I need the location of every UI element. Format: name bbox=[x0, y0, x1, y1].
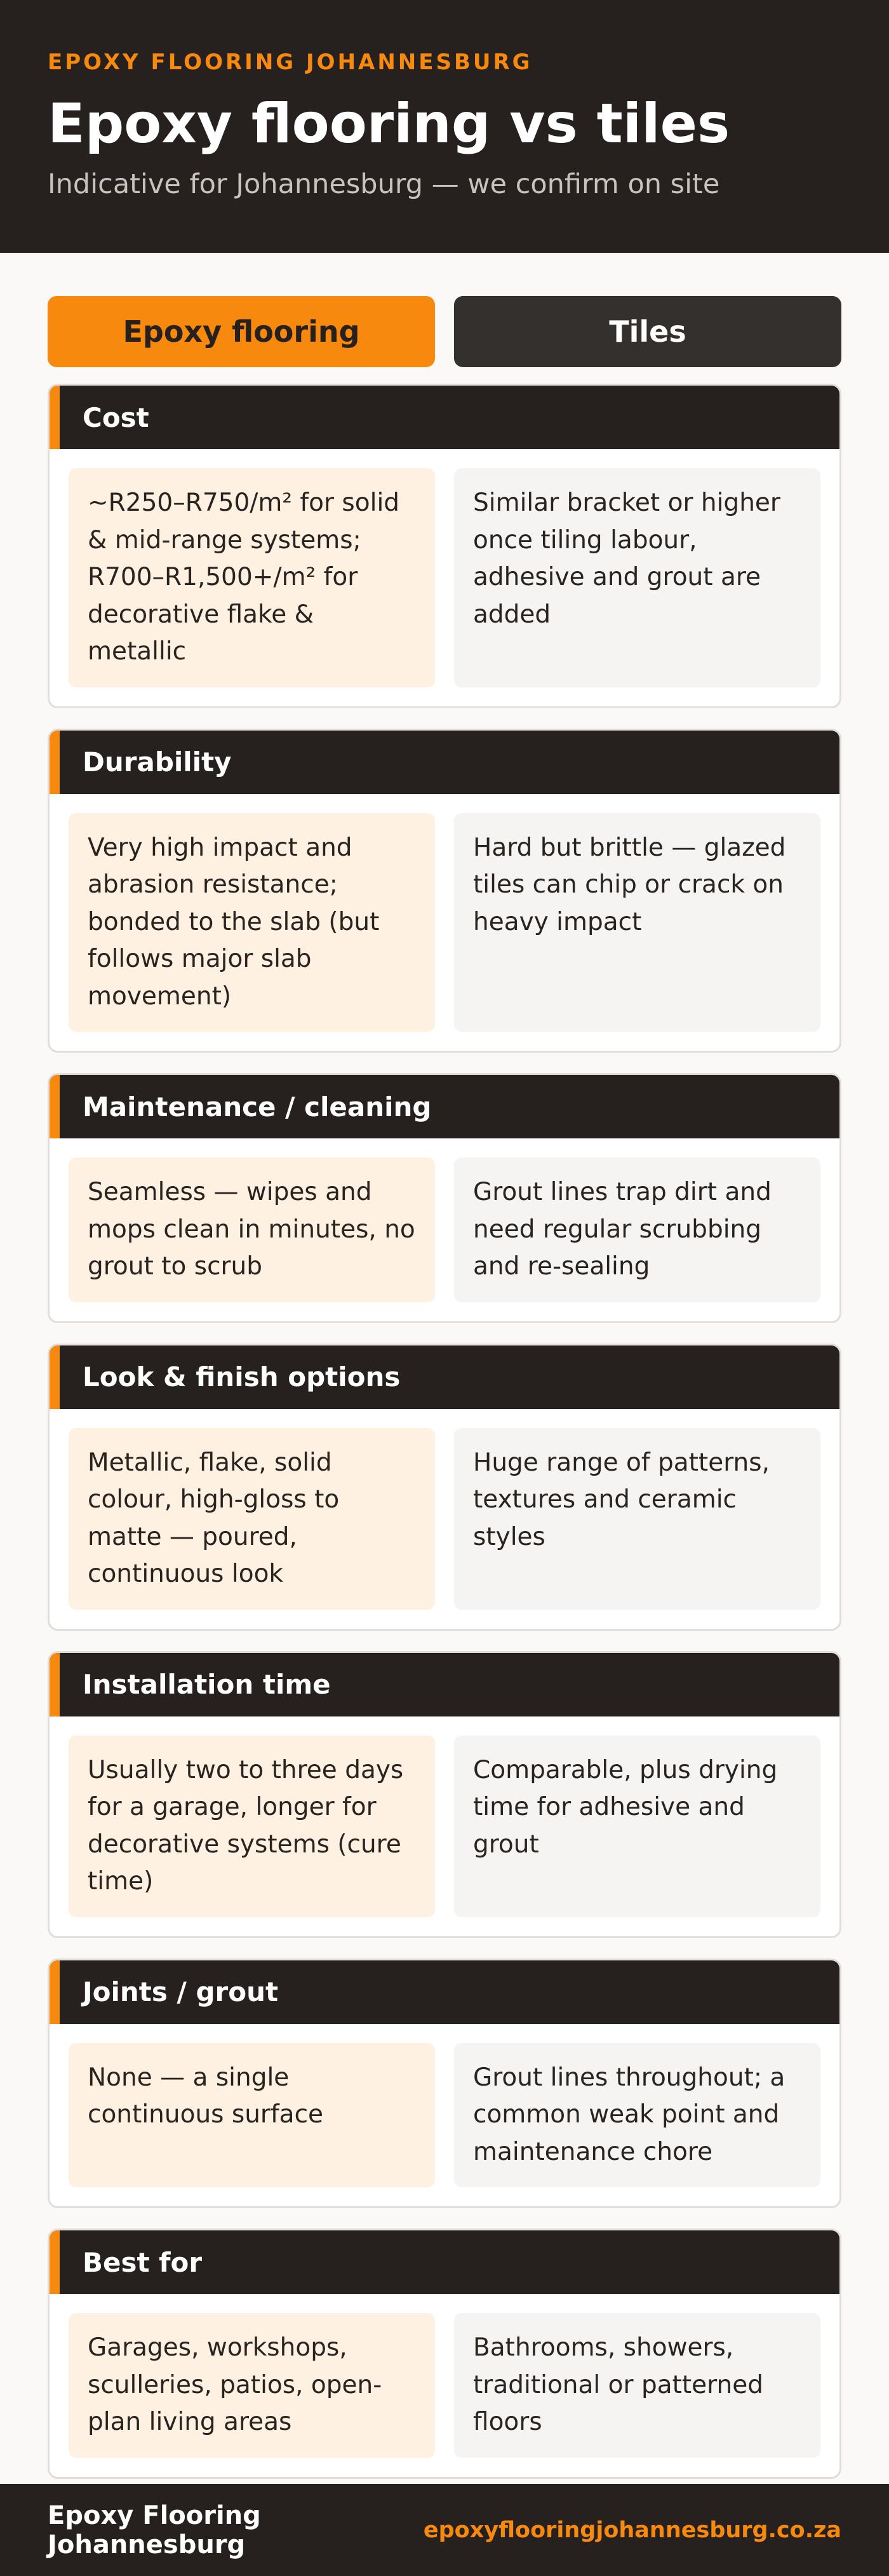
section-title: Joints / grout bbox=[50, 1960, 839, 2024]
eyebrow-label: EPOXY FLOORING JOHANNESBURG bbox=[48, 50, 533, 75]
epoxy-column-header: Epoxy flooring bbox=[48, 296, 435, 367]
page-title: Epoxy flooring vs tiles bbox=[48, 92, 730, 156]
section-durability bbox=[48, 729, 841, 1053]
section-title: Maintenance / cleaning bbox=[50, 1075, 839, 1138]
column-headers bbox=[48, 296, 841, 367]
section-cost bbox=[48, 384, 841, 708]
section-installation-time bbox=[48, 1651, 841, 1938]
section-title: Best for bbox=[50, 2230, 839, 2294]
epoxy-cell: Metallic, flake, solid colour, high-gloss to matte — poured, continuous look bbox=[69, 1428, 435, 1610]
epoxy-cell: Usually two to three days for a garage, longer for decorative systems (cure time) bbox=[69, 1736, 435, 1917]
page-footer bbox=[0, 2484, 889, 2576]
section-look-finish bbox=[48, 1344, 841, 1631]
footer-url-link[interactable]: epoxyflooringjohannesburg.co.za bbox=[423, 2517, 841, 2543]
epoxy-cell: None — a single continuous surface bbox=[69, 2043, 435, 2188]
tiles-column-header: Tiles bbox=[454, 296, 841, 367]
comparison-main bbox=[0, 253, 889, 2479]
tiles-cell: Grout lines trap dirt and need regular scrubbing and re-sealing bbox=[454, 1157, 820, 1302]
tiles-cell: Hard but brittle — glazed tiles can chip or crack on heavy impact bbox=[454, 813, 820, 1032]
section-title: Installation time bbox=[50, 1653, 839, 1716]
epoxy-cell: ~R250–R750/m² for solid & mid-range systems; R700–R1,500+/m² for decorative flake & metallic bbox=[69, 468, 435, 687]
footer-brand: Epoxy Flooring Johannesburg bbox=[48, 2500, 261, 2559]
tiles-cell: Huge range of patterns, textures and ceramic styles bbox=[454, 1428, 820, 1610]
section-title: Look & finish options bbox=[50, 1345, 839, 1409]
epoxy-cell: Very high impact and abrasion resistance; bonded to the slab (but follows major slab movement) bbox=[69, 813, 435, 1032]
page-header bbox=[0, 0, 889, 253]
epoxy-cell: Garages, workshops, sculleries, patios, open-plan living areas bbox=[69, 2313, 435, 2458]
section-title: Cost bbox=[50, 386, 839, 449]
tiles-cell: Grout lines throughout; a common weak point and maintenance chore bbox=[454, 2043, 820, 2188]
tiles-cell: Similar bracket or higher once tiling labour, adhesive and grout are added bbox=[454, 468, 820, 687]
tiles-cell: Bathrooms, showers, traditional or patterned floors bbox=[454, 2313, 820, 2458]
section-title: Durability bbox=[50, 731, 839, 794]
page-subtitle: Indicative for Johannesburg — we confirm on site bbox=[48, 168, 720, 200]
section-joints-grout bbox=[48, 1959, 841, 2209]
section-best-for bbox=[48, 2229, 841, 2479]
tiles-cell: Comparable, plus drying time for adhesive and grout bbox=[454, 1736, 820, 1917]
epoxy-cell: Seamless — wipes and mops clean in minutes, no grout to scrub bbox=[69, 1157, 435, 1302]
section-maintenance bbox=[48, 1073, 841, 1323]
